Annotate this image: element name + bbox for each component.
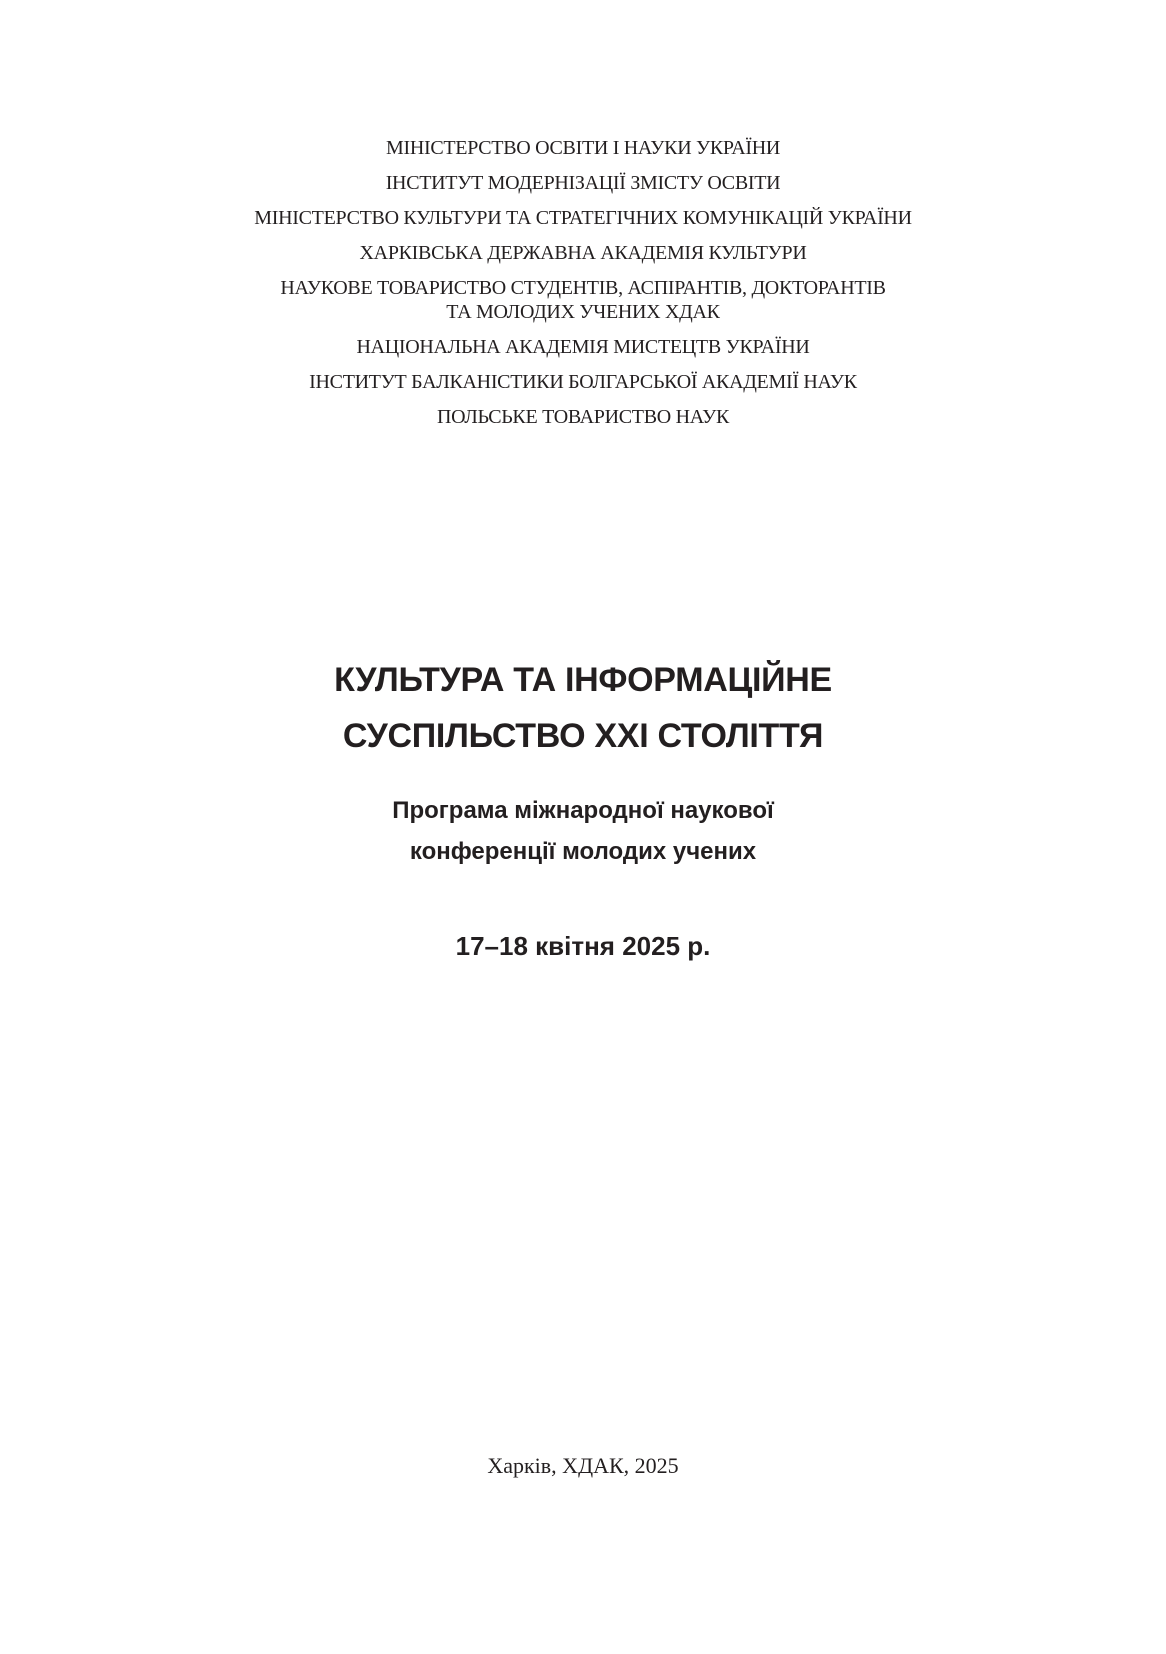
organizers-list [0, 136, 1166, 440]
document-title [0, 652, 1166, 764]
organizer-line: МІНІСТЕРСТВО ОСВІТИ І НАУКИ УКРАЇНИ [385, 137, 780, 159]
title-line-2: СУСПІЛЬСТВО XXI СТОЛІТТЯ [342, 717, 824, 755]
organizer-kharkiv-academy [0, 241, 1166, 265]
organizer-balkan-institute [0, 370, 1166, 394]
organizer-line: ХАРКІВСЬКА ДЕРЖАВНА АКАДЕМІЯ КУЛЬТУРИ [359, 242, 807, 264]
organizer-institute-modernization [0, 171, 1166, 195]
organizer-line: НАУКОВЕ ТОВАРИСТВО СТУДЕНТІВ, АСПІРАНТІВ, ДОКТОРАНТІВ [280, 277, 886, 299]
organizer-line: ІНСТИТУТ БАЛКАНІСТИКИ БОЛГАРСЬКОЇ АКАДЕМІЇ НАУК [309, 371, 857, 393]
document-subtitle [0, 790, 1166, 872]
organizer-line: ІНСТИТУТ МОДЕРНІЗАЦІЇ ЗМІСТУ ОСВІТИ [385, 172, 781, 194]
organizer-line: МІНІСТЕРСТВО КУЛЬТУРИ ТА СТРАТЕГІЧНИХ КОМУНІКАЦІЙ УКРАЇНИ [254, 207, 912, 229]
organizer-line: ПОЛЬСЬКЕ ТОВАРИСТВО НАУК [436, 406, 730, 428]
organizer-line: ТА МОЛОДИХ УЧЕНИХ ХДАК [446, 301, 720, 323]
subtitle-line-2: конференції молодих учених [409, 838, 757, 865]
organizer-ministry-culture [0, 206, 1166, 230]
organizer-ministry-education [0, 136, 1166, 160]
conference-dates: 17–18 квітня 2025 р. [455, 931, 711, 961]
title-line-1: КУЛЬТУРА ТА ІНФОРМАЦІЙНЕ [334, 661, 832, 699]
organizer-polish-society [0, 405, 1166, 429]
organizer-line: НАЦІОНАЛЬНА АКАДЕМІЯ МИСТЕЦТВ УКРАЇНИ [356, 336, 810, 358]
publication-imprint: Харків, ХДАК, 2025 [487, 1453, 679, 1478]
subtitle-line-1: Програма міжнародної наукової [392, 797, 774, 824]
organizer-national-academy-arts [0, 335, 1166, 359]
organizer-scientific-society [0, 276, 1166, 324]
